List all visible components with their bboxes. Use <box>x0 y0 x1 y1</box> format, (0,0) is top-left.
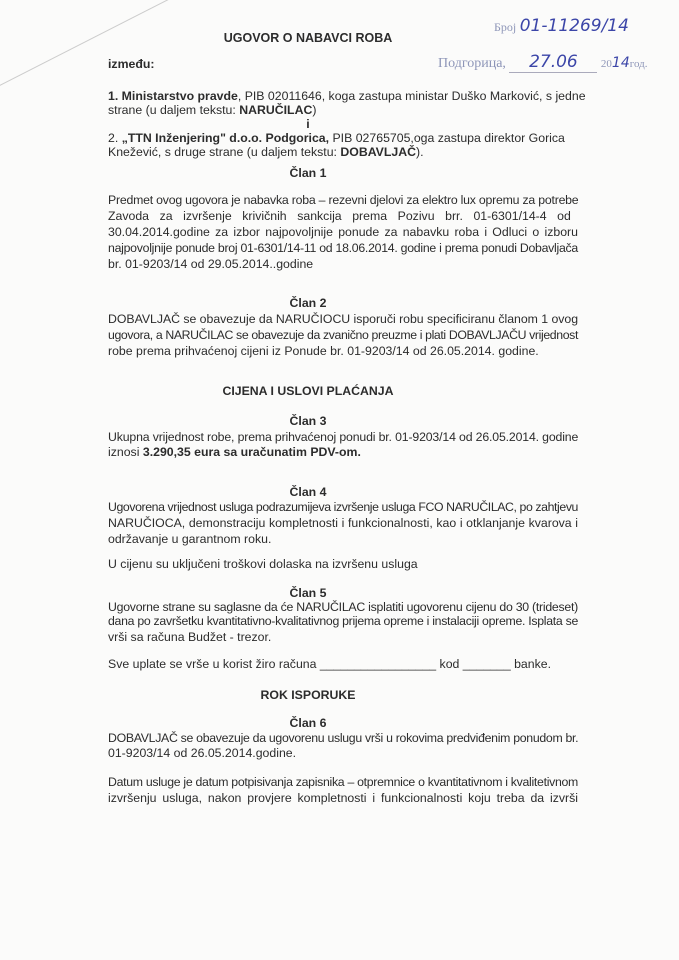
party2-role: DOBAVLJAČ <box>340 145 416 159</box>
document-title: UGOVOR O NABAVCI ROBA <box>223 31 393 45</box>
section-heading: Član 4 <box>289 485 327 499</box>
registry-stamp-date <box>438 52 648 73</box>
paragraph-line: Ugovorne strane su saglasne da će NARUČILAC isplatiti ugovorenu cijenu do 30 (trideset) <box>108 600 578 614</box>
paragraph-line: Predmet ovog ugovora je nabavka roba – rezevni djelovi za elektro lux opremu za potrebe <box>108 193 579 207</box>
registry-stamp-number <box>494 16 629 36</box>
text: strane (u daljem tekstu: <box>108 103 240 117</box>
paragraph-line: Datum usluge je datum potpisivanja zapisnika – otpremnice o kvantitativnom i kvalitetivnom <box>108 775 578 789</box>
party1-line1 <box>108 89 586 103</box>
party2-line2 <box>108 145 424 159</box>
total-amount: 3.290,35 eura sa uračunatim PDV-om. <box>142 445 361 459</box>
paragraph-line: održavanje u garantnom roku. <box>108 532 272 546</box>
party1-role: NARUČILAC <box>239 103 313 117</box>
paragraph-line: Zavoda za izvršenje krivičnih sankcija prema Pozivu brr. 01-6301/14-4 od <box>108 209 571 223</box>
text: ). <box>416 145 424 159</box>
stamp-year-suffix: год. <box>629 58 648 70</box>
party2-name: „TTN Inženjering" d.o.o. Podgorica, <box>121 131 330 145</box>
paragraph-line: Ukupna vrijednost robe, prema prihvaćenoj ponudi br. 01-9203/14 od 26.05.2014. godine <box>108 430 579 444</box>
text: 2. <box>108 131 122 145</box>
stamp-number-label: Број <box>494 20 517 34</box>
party2-line1 <box>108 131 565 145</box>
paragraph-line: izvršenju usluga, nakon provjere kompletnosti i funkcionalnosti koju treba da izvrši <box>108 791 578 805</box>
section-heading: Član 6 <box>289 716 327 730</box>
section-heading: CIJENA I USLOVI PLAĆANJA <box>222 384 394 398</box>
paragraph-line: 30.04.2014.godine za izbor najpovoljnije ponude za nabavku roba i Odluci o izboru <box>108 225 578 239</box>
stamp-date-value: 27.06 <box>529 52 578 72</box>
party1-details: , PIB 02011646, koga zastupa ministar Duško Marković, s jedne <box>237 89 586 103</box>
paragraph-line: U cijenu su uključeni troškovi dolaska na izvršenu usluga <box>108 557 418 571</box>
section-heading: Član 2 <box>289 296 327 310</box>
text: Knežević, s druge strane (u daljem tekstu: <box>108 145 341 159</box>
paragraph-line: vrši sa računa Budžet - trezor. <box>108 630 272 644</box>
paragraph-line: najpovoljnije ponude broj 01-6301/14-11 od 18.06.2014. godine i prema ponudi Dobavljača <box>108 241 578 255</box>
between-label: između: <box>108 57 155 71</box>
text: ) <box>312 103 317 117</box>
paragraph-line: 01-9203/14 od 26.05.2014.godine. <box>108 746 297 760</box>
paper-fold-mark <box>0 0 212 96</box>
section-heading: Član 5 <box>289 586 327 600</box>
paragraph-line: Sve uplate se vrše u korist žiro računa _________________ kod _______ banke. <box>108 657 552 671</box>
stamp-place-label: Подгорица, <box>438 56 506 71</box>
paragraph-line: br. 01-9203/14 od 29.05.2014..godine <box>108 257 314 271</box>
paragraph-line: NARUČIOCA, demonstraciju kompletnosti i funkcionalnosti, kao i otklanjanje kvarova i <box>108 516 578 530</box>
paragraph-line: ugovora, a NARUČILAC se obavezuje da zvanično preuzme i plati DOBAVLJAČU vrijednost <box>108 328 578 342</box>
section-heading: Član 1 <box>289 166 327 180</box>
stamp-year-value: 14 <box>611 55 630 71</box>
paragraph-line: Ugovorena vrijednost usluga podrazumijeva izvršenje usluga FCO NARUČILAC, po zahtjevu <box>108 500 578 514</box>
stamp-number-value: 01-11269/14 <box>519 16 629 36</box>
text: iznosi <box>108 445 143 459</box>
paragraph-line: DOBAVLJAČ se obavezuje da NARUČIOCU isporuči robu specificiranu članom 1 ovog <box>108 312 579 326</box>
paragraph-line: DOBAVLJAČ se obavezuje da ugovorenu uslugu vrši u rokovima predviđenim ponudom br. <box>108 731 579 745</box>
party2-details: PIB 02765705,oga zastupa direktor Gorica <box>329 131 565 145</box>
paragraph-line: robe prema prihvaćenoj cijeni iz Ponude br. 01-9203/14 od 26.05.2014. godine. <box>108 344 539 358</box>
party1-name: 1. Ministarstvo pravde <box>108 89 238 103</box>
stamp-year-prefix: 20 <box>600 58 612 70</box>
clan3-line2 <box>108 445 361 459</box>
section-heading: ROK ISPORUKE <box>260 688 356 702</box>
and-separator: i <box>306 117 310 131</box>
paragraph-line: dana po završetku kvantitativno-kvalitativnog prijema opreme i instalaciji opreme. Isplata se <box>108 614 578 628</box>
section-heading: Član 3 <box>289 414 327 428</box>
party1-line2 <box>108 103 316 117</box>
